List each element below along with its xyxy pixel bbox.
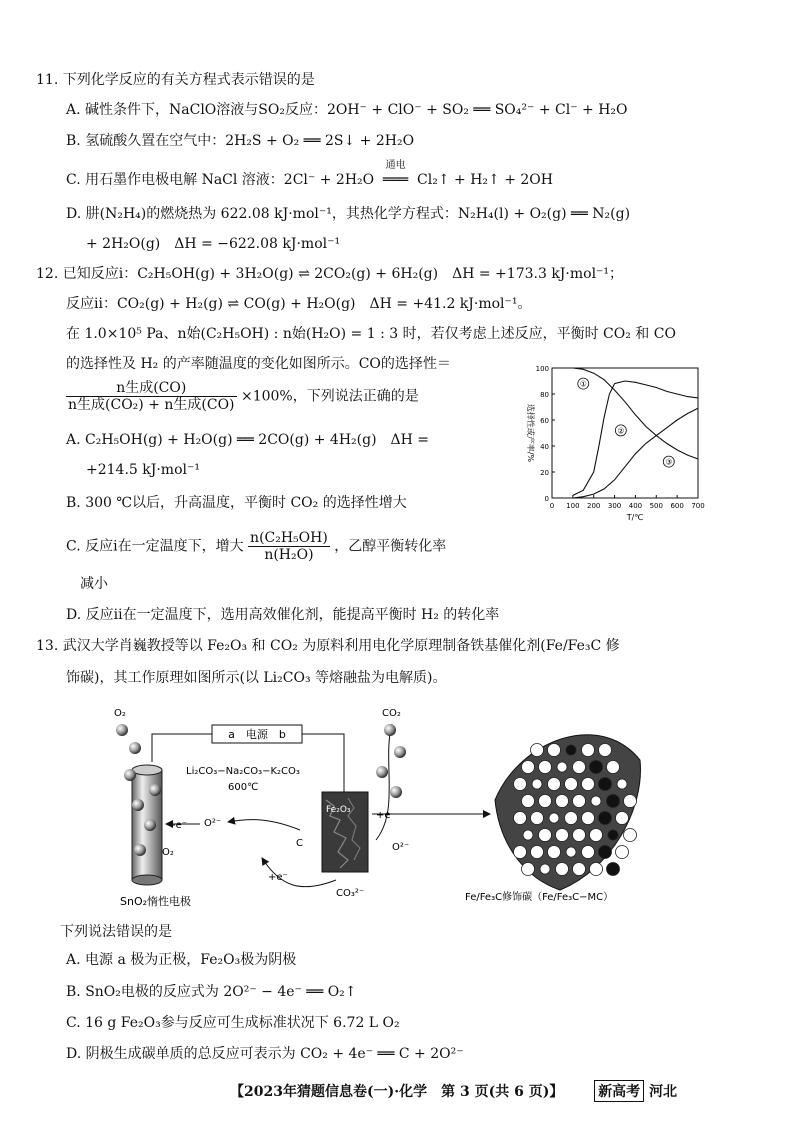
- honeycomb-cell: [607, 863, 620, 876]
- honeycomb-cell: [590, 829, 603, 842]
- honeycomb-cell: [591, 796, 601, 806]
- selectivity-fraction: [66, 380, 237, 413]
- footer-brand: 新高考: [594, 1080, 644, 1102]
- footer-region: 河北: [649, 1084, 678, 1100]
- q11-c-pre: C. 用石墨作电极电解 NaCl 溶液：2Cl⁻ + 2H₂O: [66, 172, 375, 188]
- ratio-denominator: n(H₂O): [264, 547, 314, 563]
- honeycomb-cell: [607, 795, 620, 808]
- q12-option-b: B. 300 ℃以后，升高温度，平衡时 CO₂ 的选择性增大: [66, 495, 407, 511]
- honeycomb-cell: [616, 812, 629, 825]
- electrolyte-label: Li₂CO₃−Na₂CO₃−K₂CO₃: [186, 766, 300, 777]
- wire-b: [302, 734, 344, 792]
- q11-option-d-line2: + 2H₂O(g) ΔH = −622.08 kJ·mol⁻¹: [86, 236, 341, 252]
- product-label: Fe/Fe₃C修饰碳（Fe/Fe₃C−MC）: [465, 892, 614, 903]
- honeycomb-cell: [573, 761, 586, 774]
- electrolysis-arrow: 通电 ═══: [379, 170, 413, 190]
- q12-c-pre: C. 反应ⅰ在一定温度下，增大: [66, 538, 244, 555]
- o2minus-left-label: O²⁻: [204, 818, 222, 829]
- honeycomb-cell: [573, 829, 586, 842]
- honeycomb-cell: [616, 846, 629, 859]
- q12-line2: 反应ⅱ：CO₂(g) + H₂(g) ⇌ CO(g) + H₂O(g) ΔH = +41.2 kJ·mol⁻¹。: [66, 296, 532, 312]
- honeycomb-cell: [548, 846, 561, 859]
- honeycomb-cell: [557, 762, 567, 772]
- o2minus-right-label: O²⁻: [392, 842, 410, 853]
- q13-option-c: C. 16 g Fe₂O₃参与反应可生成标准状况下 6.72 L O₂: [66, 1015, 400, 1031]
- series-2-line: [573, 381, 698, 495]
- q13-option-b: B. SnO₂电极的反应式为 2O²⁻ − 4e⁻ ══ O₂↑: [66, 984, 357, 1000]
- x-tick-label: 700: [691, 502, 705, 510]
- honeycomb-cell: [582, 778, 595, 791]
- honeycomb-cell: [565, 812, 578, 825]
- y-tick-label: 40: [540, 443, 549, 451]
- honeycomb-cell: [582, 744, 595, 757]
- q13-line2: 饰碳)，其工作原理如图所示(以 Li₂CO₃ 等熔融盐为电解质)。: [66, 670, 447, 686]
- honeycomb-cell: [540, 864, 550, 874]
- honeycomb-cell: [608, 830, 618, 840]
- honeycomb-cell: [582, 812, 595, 825]
- q11-option-d-line1: D. 肼(N₂H₄)的燃烧热为 622.08 kJ·mol⁻¹，其热化学方程式：N₂H₄(l) + O₂(g) ══ N₂(g): [66, 206, 631, 222]
- honeycomb-cell: [566, 847, 576, 857]
- honeycomb-cell: [548, 744, 561, 757]
- honeycomb-cell: [565, 778, 578, 791]
- honeycomb-cell: [624, 829, 637, 842]
- honeycomb-cell: [531, 744, 544, 757]
- honeycomb-cell: [556, 829, 569, 842]
- honeycomb-cell: [539, 761, 552, 774]
- x-tick-label: 100: [566, 502, 580, 510]
- ratio-numerator: n(C₂H₅OH): [250, 530, 328, 546]
- honeycomb-cell: [514, 778, 527, 791]
- x-tick-label: 600: [670, 502, 684, 510]
- x-tick-label: 0: [549, 502, 555, 510]
- o2-side-label: O₂: [162, 847, 174, 858]
- co2-flow-line: [376, 724, 392, 840]
- y-tick-label: 60: [540, 417, 549, 425]
- honeycomb-cell: [599, 812, 612, 825]
- honeycomb-cell: [549, 813, 559, 823]
- honeycomb-cell: [624, 795, 637, 808]
- fraction-denominator: n生成(CO₂) + n生成(CO): [68, 397, 235, 413]
- page-footer: [230, 1080, 677, 1102]
- electrolysis-diagram: [100, 700, 720, 910]
- q12-line4: 的选择性及 H₂ 的产率随温度的变化如图所示。CO的选择性＝: [66, 356, 451, 372]
- honeycomb-cell: [582, 846, 595, 859]
- series-1-line: [573, 368, 698, 459]
- carbon-label: C: [296, 838, 303, 849]
- minus-e-label: -e⁻: [172, 820, 188, 831]
- o2-top-label: O₂: [114, 708, 126, 719]
- footer-text: 【2023年猜题信息卷(一)·化学 第 3 页(共 6 页)】: [230, 1084, 564, 1100]
- honeycomb-cell: [522, 795, 535, 808]
- q13-option-a: A. 电源 a 极为正极，Fe₂O₃极为阴极: [66, 952, 297, 968]
- q12-line3: 在 1.0×10⁵ Pa、n始(C₂H₅OH) : n始(H₂O) = 1 : 3 时，若仅考虑上述反应，平衡时 CO₂ 和 CO: [66, 326, 676, 342]
- o2minus-transport-arrow: [228, 820, 300, 830]
- ratio-fraction: [248, 530, 330, 563]
- series-3-label: ③: [665, 457, 673, 467]
- honeycomb-cell: [531, 846, 544, 859]
- selectivity-chart: [518, 358, 708, 528]
- plus-e-right-label: +e: [376, 810, 391, 821]
- honeycomb-cell: [514, 812, 527, 825]
- honeycomb-cell: [532, 779, 542, 789]
- q12-option-c-cont: 减小: [80, 576, 108, 592]
- honeycomb-cell: [539, 829, 552, 842]
- x-tick-label: 300: [607, 502, 622, 510]
- q12-option-d: D. 反应ⅱ在一定温度下，选用高效催化剂，能提高平衡时 H₂ 的转化率: [66, 607, 500, 623]
- power-source-label: a 电源 b: [228, 728, 286, 741]
- y-tick-label: 20: [540, 469, 549, 477]
- wire-a: [152, 734, 212, 762]
- x-axis-label: T/℃: [626, 513, 644, 522]
- honeycomb-cell: [590, 761, 603, 774]
- q11-option-b: B. 氢硫酸久置在空气中：2H₂S + O₂ ══ 2S↓ + 2H₂O: [66, 133, 415, 149]
- honeycomb-cell: [523, 830, 533, 840]
- honeycomb-cell: [514, 846, 527, 859]
- honeycomb-cell: [599, 846, 612, 859]
- x-tick-label: 400: [628, 502, 643, 510]
- series-1-label: ①: [579, 379, 587, 389]
- co2-top-label: CO₂: [382, 708, 401, 719]
- sno2-electrode-label: SnO₂惰性电极: [120, 895, 192, 908]
- honeycomb-cell: [617, 779, 627, 789]
- q11-c-post: Cl₂↑ + H₂↑ + 2OH: [417, 172, 553, 188]
- y-tick-label: 80: [540, 391, 549, 399]
- y-axis-label: 选择性或产率/%: [526, 403, 535, 463]
- q13-line1: 13. 武汉大学肖巍教授等以 Fe₂O₃ 和 CO₂ 为原料利用电化学原理制备铁基催化剂(Fe/Fe₃C 修: [36, 638, 620, 654]
- honeycomb-cell: [573, 863, 586, 876]
- honeycomb-cell: [573, 795, 586, 808]
- fraction-numerator: n生成(CO): [66, 380, 237, 397]
- x-tick-label: 500: [649, 502, 663, 510]
- honeycomb-cell: [556, 863, 569, 876]
- honeycomb-cell: [599, 778, 612, 791]
- honeycomb-cell: [522, 761, 535, 774]
- q13-ask: 下列说法错误的是: [60, 924, 172, 940]
- honeycomb-cell: [607, 761, 620, 774]
- honeycomb-cell: [556, 795, 569, 808]
- q11-option-a: A. 碱性条件下，NaClO溶液与SO₂反应：2OH⁻ + ClO⁻ + SO₂ ══ SO₄²⁻ + Cl⁻ + H₂O: [66, 102, 628, 118]
- q12-line1: 12. 已知反应ⅰ：C₂H₅OH(g) + 3H₂O(g) ⇌ 2CO₂(g) + 6H₂(g) ΔH = +173.3 kJ·mol⁻¹；: [36, 266, 624, 282]
- q12-selectivity-formula: [66, 380, 419, 413]
- q12-line5-tail: ×100%，下列说法正确的是: [240, 388, 419, 405]
- honeycomb-cell: [566, 745, 576, 755]
- series-3-line: [573, 408, 698, 498]
- honeycomb-cell: [590, 863, 603, 876]
- q11-stem: 11. 下列化学反应的有关方程式表示错误的是: [36, 72, 315, 88]
- y-tick-label: 100: [535, 365, 549, 373]
- honeycomb-cell: [548, 778, 561, 791]
- y-tick-label: 0: [544, 495, 549, 503]
- q12-option-a-line2: +214.5 kJ·mol⁻¹: [86, 462, 200, 478]
- q12-option-a-line1: A. C₂H₅OH(g) + H₂O(g) ══ 2CO(g) + 4H₂(g) ΔH =: [66, 432, 430, 448]
- plus-e-bottom-label: +e⁻: [268, 872, 288, 883]
- honeycomb-cell: [599, 744, 612, 757]
- x-tick-label: 200: [587, 502, 601, 510]
- q12-c-post: ，乙醇平衡转化率: [334, 538, 447, 555]
- co3-label: CO₃²⁻: [336, 888, 365, 899]
- fe2o3-electrode: [322, 792, 368, 872]
- honeycomb-cell: [531, 812, 544, 825]
- co2-bubbles: [376, 724, 406, 798]
- q11-c-condition: 通电: [385, 160, 406, 171]
- honeycomb-cell: [539, 795, 552, 808]
- q11-option-c: [66, 160, 553, 190]
- fe2o3-label: Fe₂O₃: [326, 805, 351, 815]
- honeycomb-cell: [522, 863, 535, 876]
- temperature-label: 600℃: [228, 782, 259, 793]
- q13-option-d: D. 阴极生成碳单质的总反应可表示为 CO₂ + 4e⁻ ══ C + 2O²⁻: [66, 1046, 464, 1062]
- series-2-label: ②: [617, 426, 625, 436]
- q12-option-c: [66, 530, 446, 563]
- fe-fe3c-carbon-product: [495, 735, 640, 890]
